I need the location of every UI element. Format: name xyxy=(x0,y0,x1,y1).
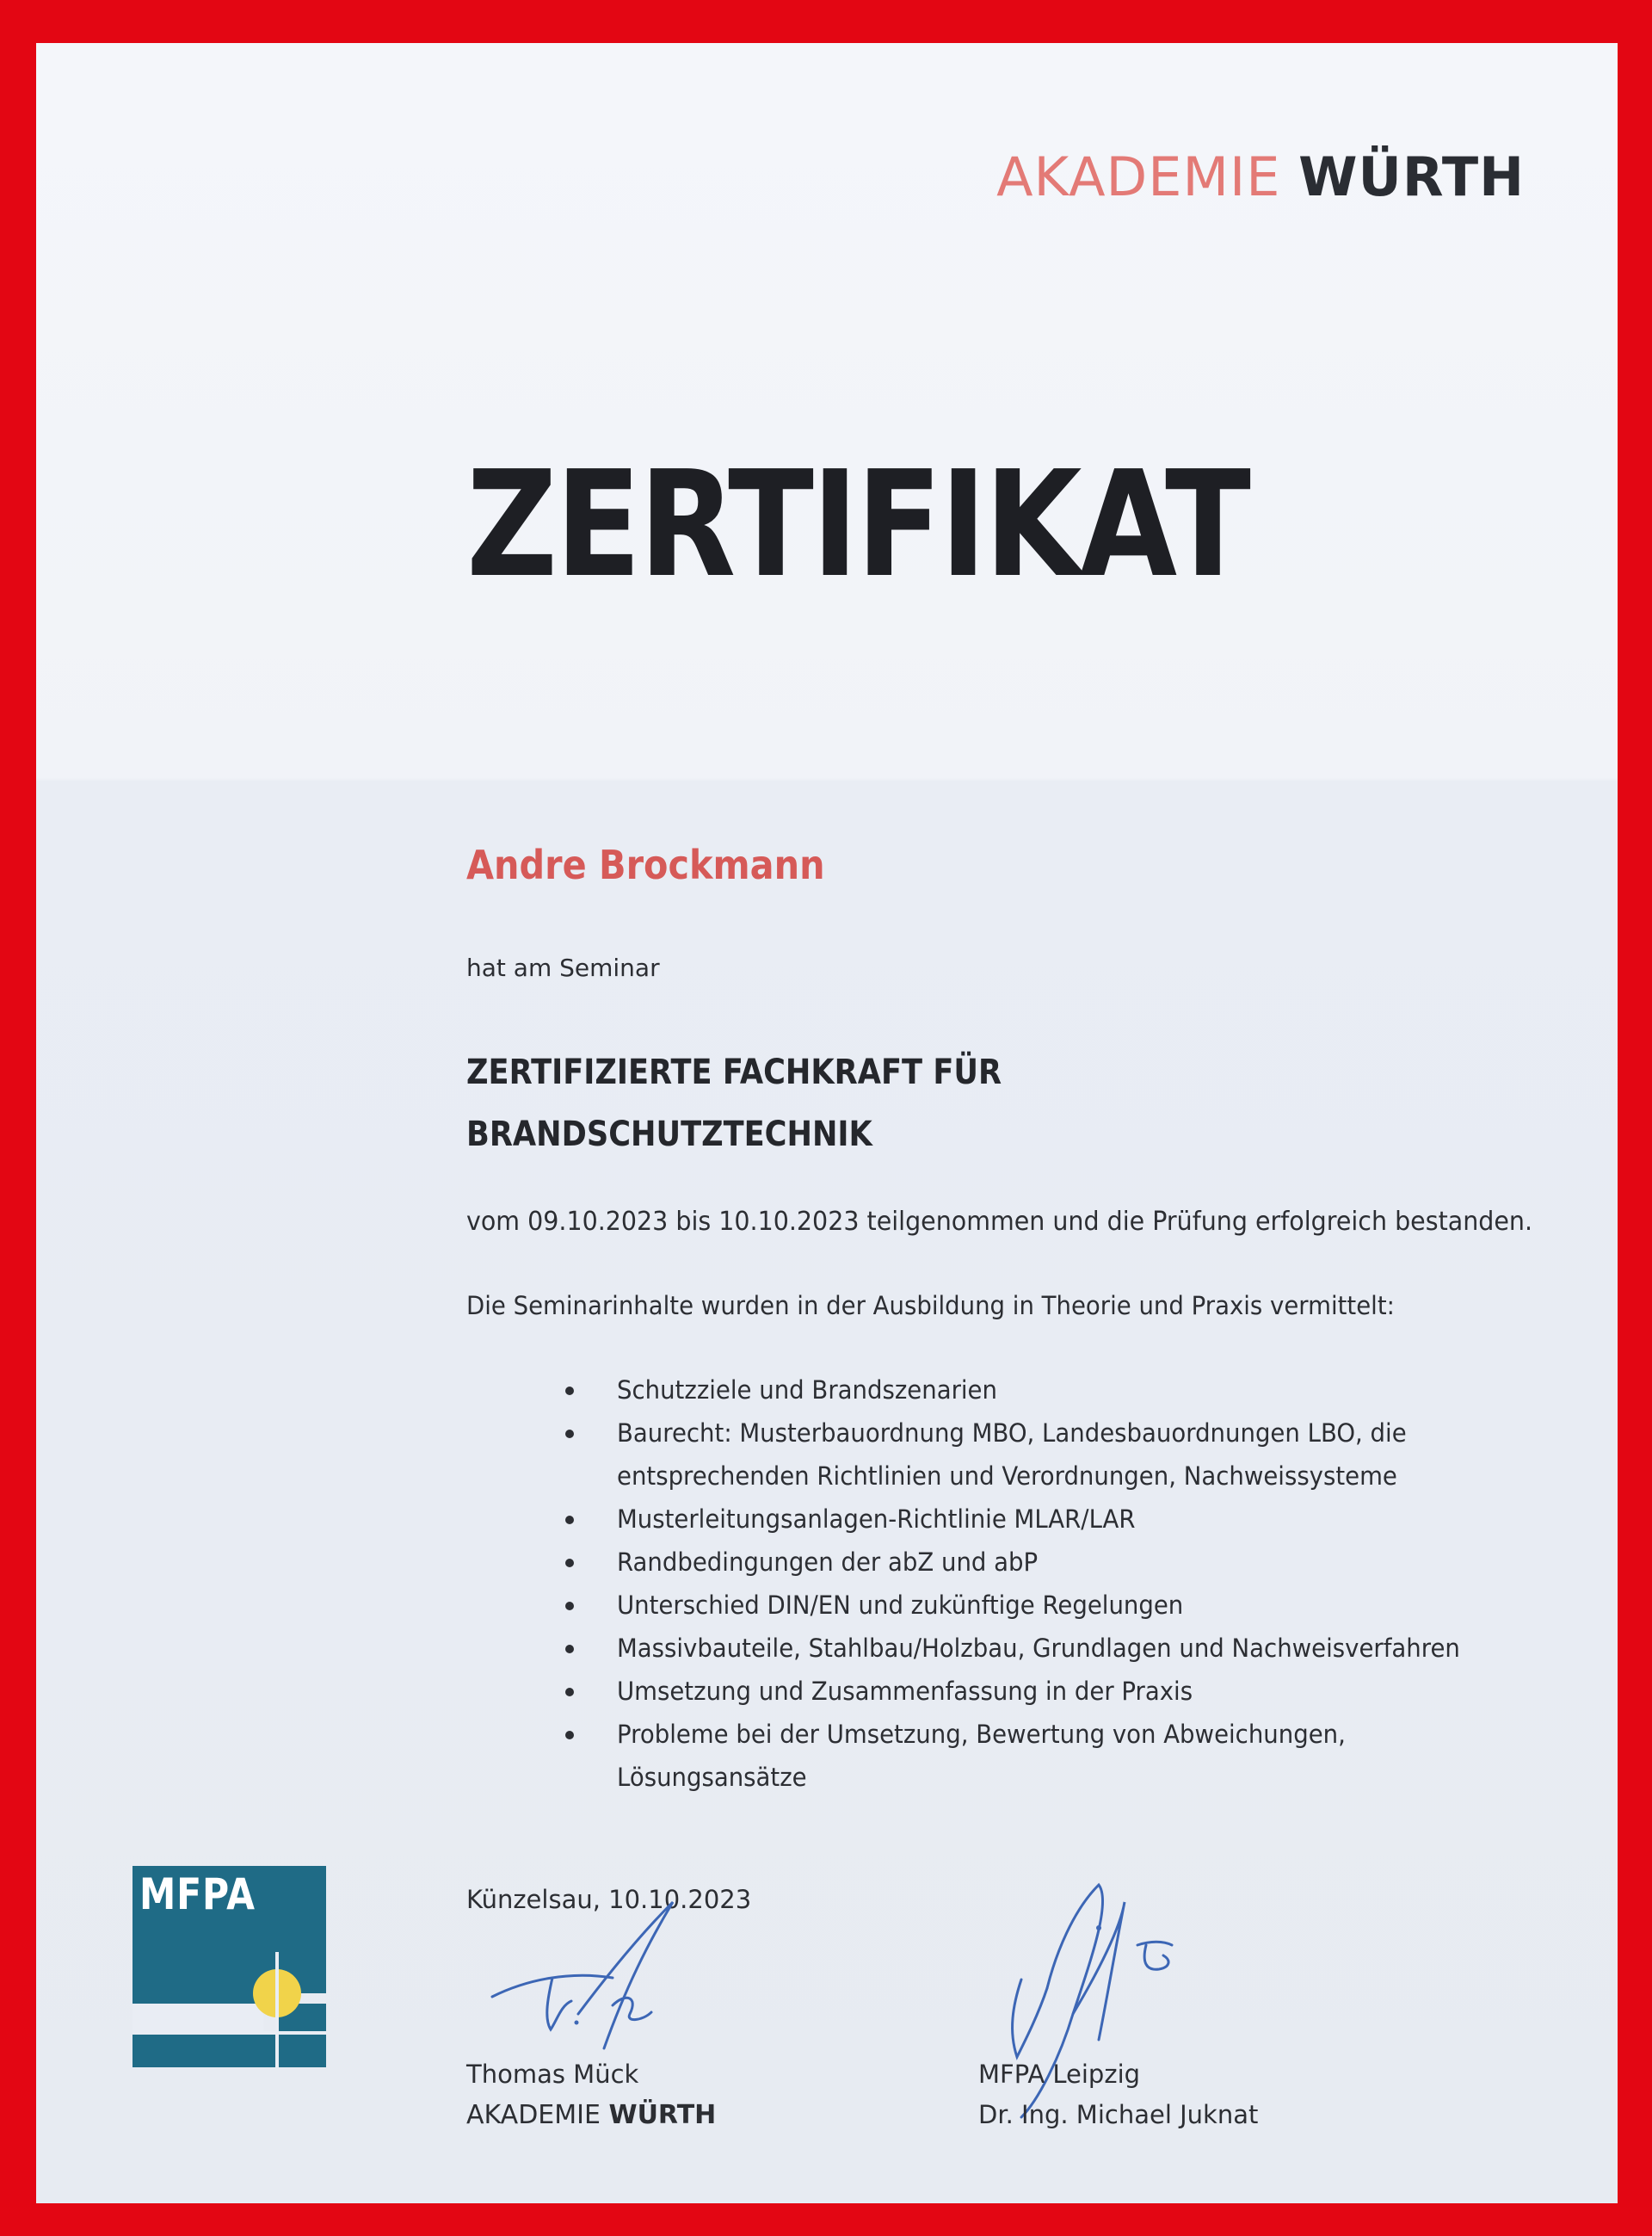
akademie-wuerth-logo xyxy=(996,145,1525,208)
brand-bold-text: WÜRTH xyxy=(1298,145,1525,208)
certificate-title: ZERTIFIKAT xyxy=(466,440,1249,610)
course-title-line-1: ZERTIFIZIERTE FACHKRAFT FÜR xyxy=(466,1053,1002,1092)
list-item: Umsetzung und Zusammenfassung in der Praxis xyxy=(565,1670,1555,1713)
bullet-icon xyxy=(565,1602,574,1610)
seminar-contents-intro: Die Seminarinhalte wurden in der Ausbildung in Theorie und Praxis vermittelt: xyxy=(466,1291,1395,1320)
signer-1-name: Thomas Mück xyxy=(466,2060,639,2089)
list-item: Randbedingungen der abZ und abP xyxy=(565,1541,1555,1584)
brand-light-text: AKADEMIE xyxy=(996,145,1281,208)
bullet-icon xyxy=(565,1516,574,1524)
bullet-icon xyxy=(565,1731,574,1739)
signer-2-name: Dr. Ing. Michael Juknat xyxy=(978,2100,1259,2129)
seminar-contents-list xyxy=(565,1368,1555,1799)
list-item: Musterleitungsanlagen-Richtlinie MLAR/LAR xyxy=(565,1498,1555,1541)
mfpa-logo xyxy=(133,1866,326,2067)
signer-2-organization: MFPA Leipzig xyxy=(978,2060,1141,2089)
list-item: Schutzziele und Brandszenarien xyxy=(565,1368,1555,1411)
bullet-icon xyxy=(565,1645,574,1653)
bullet-icon xyxy=(565,1387,574,1395)
signer-1-org-bold: WÜRTH xyxy=(608,2100,717,2130)
course-title xyxy=(466,1041,1002,1165)
signer-1-org-light: AKADEMIE xyxy=(466,2100,601,2130)
list-item: Probleme bei der Umsetzung, Bewertung von Abweichungen, Lösungsansätze xyxy=(565,1713,1555,1799)
participation-dates-text: vom 09.10.2023 bis 10.10.2023 teilgenommen und die Prüfung erfolgreich bestanden. xyxy=(466,1207,1533,1237)
mfpa-logo-text: MFPA xyxy=(139,1869,256,1919)
bullet-icon xyxy=(565,1559,574,1567)
certificate-page xyxy=(36,43,1618,2203)
bullet-icon xyxy=(565,1430,574,1438)
signature-thomas-mueck xyxy=(475,1876,733,2066)
list-item: Massivbauteile, Stahlbau/Holzbau, Grundlagen und Nachweisverfahren xyxy=(565,1627,1555,1670)
list-item: Baurecht: Musterbauordnung MBO, Landesbauordnungen LBO, die entsprechenden Richtlinien und Verordnungen, Nachweissysteme xyxy=(565,1411,1555,1498)
list-item: Unterschied DIN/EN und zukünftige Regelungen xyxy=(565,1584,1555,1627)
course-title-line-2: BRANDSCHUTZTECHNIK xyxy=(466,1115,872,1154)
recipient-name: Andre Brockmann xyxy=(466,842,825,888)
seminar-intro-text: hat am Seminar xyxy=(466,954,660,982)
place-and-date: Künzelsau, 10.10.2023 xyxy=(466,1885,752,1914)
bullet-icon xyxy=(565,1688,574,1696)
signer-1-organization xyxy=(466,2100,716,2130)
